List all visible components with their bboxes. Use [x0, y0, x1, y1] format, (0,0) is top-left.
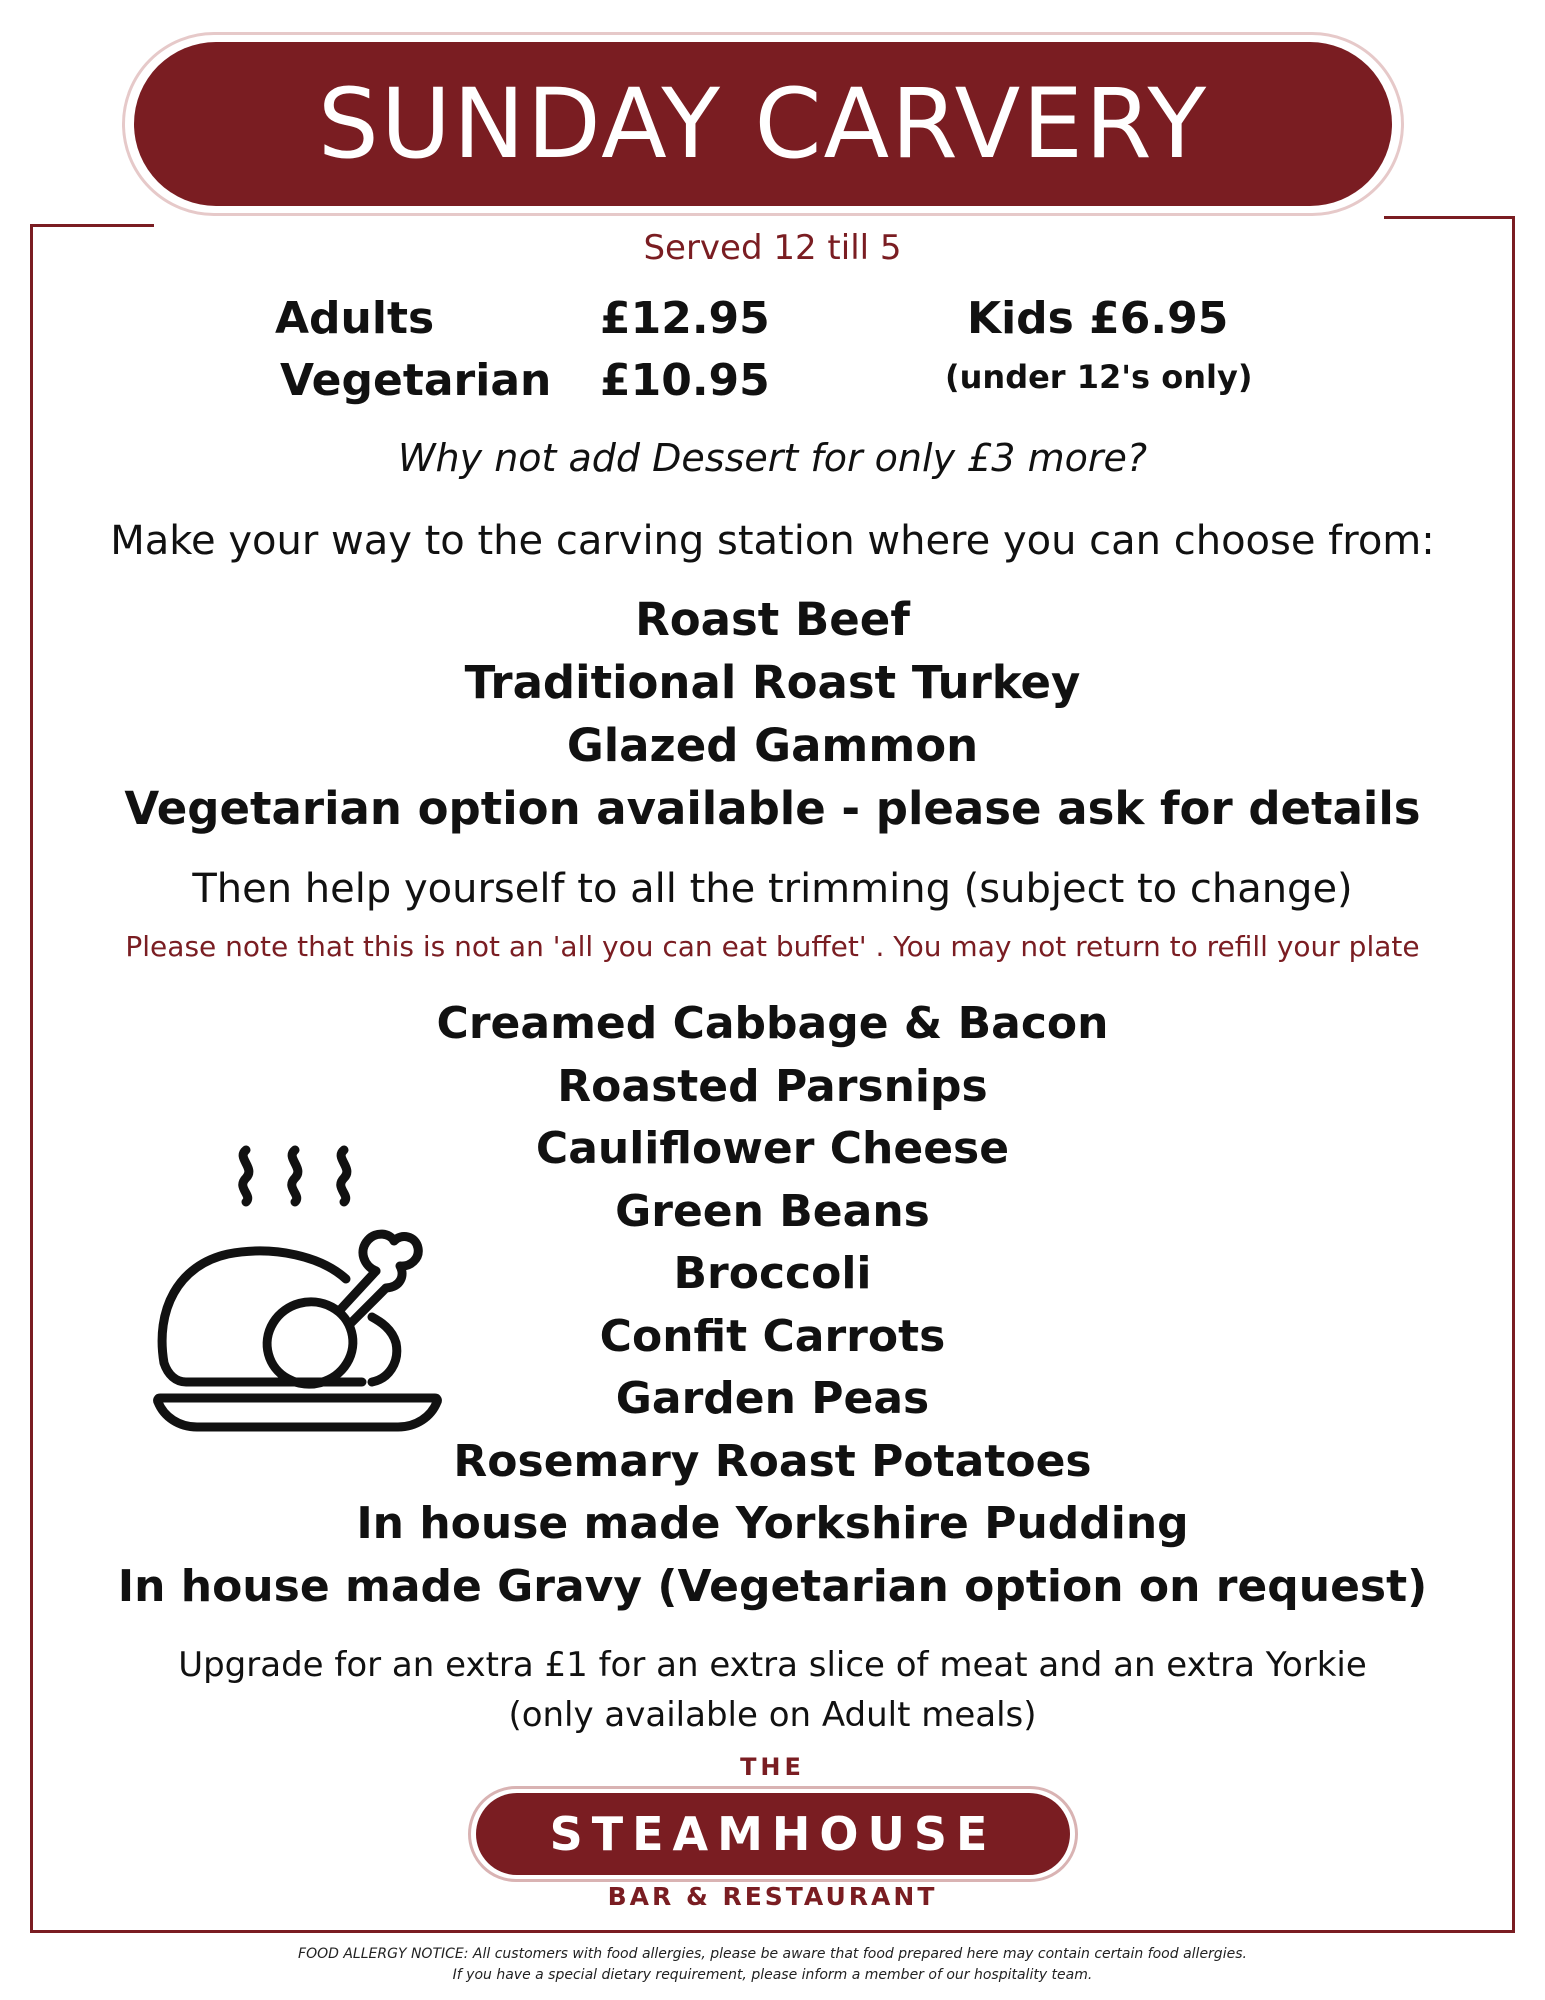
trimmings-intro: Then help yourself to all the trimming (subject to change): [192, 866, 1353, 912]
list-item: In house made Yorkshire Pudding: [356, 1498, 1189, 1549]
list-item: Traditional Roast Turkey: [464, 656, 1081, 709]
carving-list: [0, 588, 1545, 840]
vegetarian-label: Vegetarian: [280, 355, 552, 406]
frame-border: [30, 224, 154, 227]
logo-subtitle: BAR & RESTAURANT: [607, 1882, 938, 1911]
dessert-offer: Why not add Dessert for only £3 more?: [397, 436, 1147, 480]
upgrade-line: Upgrade for an extra £1 for an extra slice of meat and an extra Yorkie: [178, 1645, 1367, 1685]
list-item: Vegetarian option available - please ask for details: [124, 782, 1421, 835]
list-item: Roast Beef: [635, 593, 910, 646]
frame-border: [1384, 216, 1515, 219]
list-item: In house made Gravy (Vegetarian option on request): [117, 1560, 1428, 1612]
kids-note: (under 12's only): [945, 358, 1253, 396]
title-banner: [134, 42, 1392, 206]
roast-turkey-icon: [150, 1145, 450, 1435]
logo-name: STEAMHOUSE: [549, 1807, 997, 1861]
adults-price: £12.95: [600, 293, 770, 344]
allergy-notice: [0, 1944, 1545, 1986]
logo: [476, 1793, 1070, 1875]
vegetarian-price: £10.95: [600, 355, 770, 406]
serving-times: Served 12 till 5: [643, 228, 902, 268]
buffet-note: Please note that this is not an 'all you can eat buffet' . You may not return to refill your plate: [125, 930, 1420, 963]
list-item: Garden Peas: [615, 1373, 930, 1424]
frame-border: [30, 1930, 1515, 1933]
carving-intro: Make your way to the carving station where you can choose from:: [110, 518, 1435, 564]
list-item: Confit Carrots: [599, 1310, 946, 1362]
logo-the: THE: [740, 1753, 805, 1781]
list-item: Broccoli: [673, 1248, 872, 1299]
upgrade-offer: [0, 1640, 1545, 1740]
upgrade-note: (only available on Adult meals): [508, 1695, 1037, 1735]
page-title: SUNDAY CARVERY: [317, 68, 1209, 180]
adults-label: Adults: [275, 293, 435, 344]
allergy-line: FOOD ALLERGY NOTICE: All customers with food allergies, please be aware that food prepared here may contain certain food allergies.: [298, 1946, 1247, 1962]
list-item: Green Beans: [615, 1185, 930, 1237]
list-item: Creamed Cabbage & Bacon: [436, 998, 1109, 1049]
list-item: Rosemary Roast Potatoes: [453, 1435, 1092, 1487]
kids-price: Kids £6.95: [967, 293, 1229, 344]
allergy-line: If you have a special dietary requirement, please inform a member of our hospitality team.: [452, 1967, 1093, 1983]
list-item: Cauliflower Cheese: [535, 1123, 1010, 1174]
list-item: Roasted Parsnips: [557, 1060, 988, 1112]
list-item: Glazed Gammon: [566, 719, 979, 772]
